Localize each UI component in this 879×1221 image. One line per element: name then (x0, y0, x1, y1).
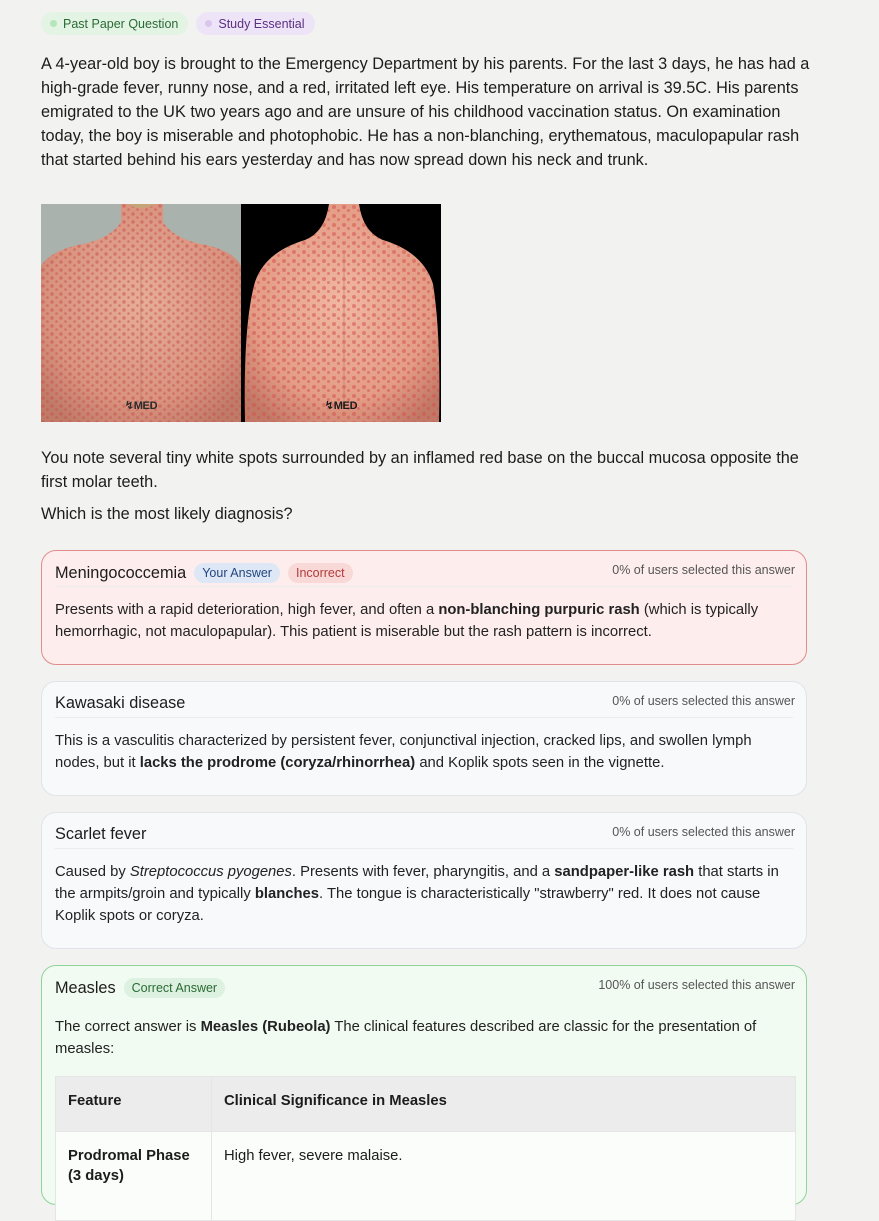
option-explanation: This is a vasculitis characterized by persistent fever, conjunctival injection, cracked lips, and swollen lymph nodes, but it lacks the prodrome (coryza/rhinorrhea) and Koplik spots seen in the vignette. (55, 733, 752, 771)
selection-percent: 0% of users selected this answer (612, 563, 795, 577)
tag-list (41, 12, 315, 35)
dot-icon (50, 20, 57, 27)
divider (55, 848, 793, 849)
rash-photo-2 (241, 204, 441, 422)
selection-percent: 0% of users selected this answer (612, 825, 795, 839)
option-header (55, 825, 146, 844)
child-back-illustration (41, 204, 241, 422)
tag-label: Past Paper Question (63, 16, 179, 31)
med-watermark: ↯MED (324, 400, 358, 412)
incorrect-badge: Incorrect (288, 563, 353, 583)
table-cell-significance: High fever, severe malaise. (212, 1132, 796, 1221)
option-title: Kawasaki disease (55, 694, 186, 712)
option-title: Meningococcemia (55, 563, 187, 582)
watermark-logo-icon: ↯ (124, 400, 134, 412)
option-explanation: Caused by Streptococcus pyogenes. Presents with fever, pharyngitis, and a sandpaper-like rash that starts in the armpits/groin and typically blanches. The tongue is characteristically "strawberry" red. It does not cause Koplik spots or coryza. (55, 864, 779, 924)
option-header (55, 694, 185, 713)
option-explanation: The correct answer is Measles (Rubeola) The clinical features described are classic for the presentation of measles: (55, 1019, 757, 1057)
measles-features-table (55, 1076, 796, 1221)
option-title: Scarlet fever (55, 825, 147, 843)
divider (55, 586, 793, 587)
selection-percent: 100% of users selected this answer (598, 978, 795, 992)
answer-option-scarlet-fever[interactable] (41, 812, 807, 949)
option-header (55, 978, 225, 998)
clinical-images (41, 204, 441, 422)
question-finding: You note several tiny white spots surrounded by an inflamed red base on the buccal mucosa opposite the first molar teeth. (41, 449, 799, 491)
rash-photo-1 (41, 204, 241, 422)
watermark-logo-icon: ↯ (324, 400, 334, 412)
option-explanation: Presents with a rapid deterioration, high fever, and often a non-blanching purpuric rash (which is typically hemorrhagic, not maculopapular). This patient is miserable but the rash pattern is incorrect. (55, 602, 759, 640)
past-paper-tag (41, 12, 188, 35)
question-stem: A 4-year-old boy is brought to the Emergency Department by his parents. For the last 3 days, he has had a high-grade fever, runny nose, and a red, irritated left eye. His temperature on arrival is 39.5C. His parents emigrated to the UK two years ago and are unsure of his childhood vaccination status. On examination today, the boy is miserable and photophobic. He has a non-blanching, erythematous, maculopapular rash that started behind his ears yesterday and has now spread down his neck and trunk. (41, 55, 810, 169)
selection-percent: 0% of users selected this answer (612, 694, 795, 708)
answer-option-meningococcemia[interactable] (41, 550, 807, 665)
table-cell-feature: Prodromal Phase (3 days) (56, 1132, 212, 1221)
table-header-feature: Feature (56, 1077, 212, 1132)
question-prompt: Which is the most likely diagnosis? (41, 505, 293, 523)
child-back-illustration (241, 204, 441, 422)
your-answer-badge: Your Answer (194, 563, 280, 583)
option-header (55, 563, 353, 583)
table-header-significance: Clinical Significance in Measles (212, 1077, 796, 1132)
med-watermark: ↯MED (124, 400, 158, 412)
divider (55, 717, 793, 718)
correct-answer-badge: Correct Answer (124, 978, 225, 998)
tag-label: Study Essential (218, 16, 305, 31)
answer-option-kawasaki[interactable] (41, 681, 807, 796)
table-row (56, 1132, 796, 1221)
study-essential-tag (196, 12, 314, 35)
table-header-row (56, 1077, 796, 1132)
option-title: Measles (55, 978, 116, 997)
answer-option-measles[interactable] (41, 965, 807, 1205)
dot-icon (205, 20, 212, 27)
